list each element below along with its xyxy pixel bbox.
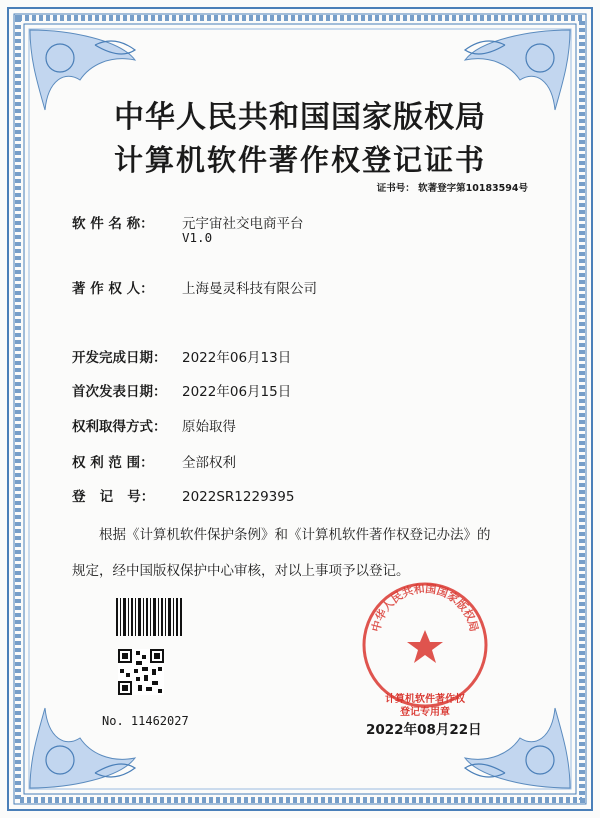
field-value: 元宇宙社交电商平台 xyxy=(182,216,304,232)
field-label: 首次发表日期： xyxy=(72,384,167,400)
certificate-number-label: 证书号： xyxy=(376,183,415,194)
field-acquisition-method xyxy=(72,415,236,435)
field-label: 著 作 权 人： xyxy=(72,281,154,297)
serial-number: No. 11462027 xyxy=(102,714,189,728)
field-publication-date xyxy=(72,380,291,400)
field-value: 2022SR1229395 xyxy=(182,489,295,505)
statement xyxy=(72,517,542,589)
field-label: 权 利 范 围： xyxy=(72,455,154,471)
certificate-number xyxy=(377,180,528,194)
field-value-version: V1.0 xyxy=(182,230,213,245)
issue-date: 2022年08月22日 xyxy=(366,722,482,738)
statement-line-2: 规定，经中国版权保护中心审核，对以上事项予以登记。 xyxy=(72,563,410,579)
certificate-number-value: 软著登字第10183594号 xyxy=(418,183,528,194)
field-completion-date xyxy=(72,346,291,366)
field-rights-scope xyxy=(72,451,236,471)
issuing-authority: 中华人民共和国国家版权局 xyxy=(114,100,486,135)
field-software-name xyxy=(72,212,304,232)
field-label: 软 件 名 称： xyxy=(72,216,154,232)
field-copyright-owner xyxy=(72,277,317,297)
field-label: 权利取得方式： xyxy=(72,419,167,435)
field-registration-number xyxy=(72,485,294,505)
field-value: 上海曼灵科技有限公司 xyxy=(182,281,317,297)
field-value: 全部权利 xyxy=(182,455,236,471)
document-title: 计算机软件著作权登记证书 xyxy=(113,143,486,177)
seal-text-line-1: 计算机软件著作权 xyxy=(385,694,465,705)
field-value: 2022年06月13日 xyxy=(182,350,292,366)
qr-code-image xyxy=(118,649,164,695)
barcode-image xyxy=(116,598,182,636)
field-software-version xyxy=(72,230,212,246)
field-value: 2022年06月15日 xyxy=(182,384,292,400)
field-value: 原始取得 xyxy=(182,419,236,435)
field-label: 登 记 号： xyxy=(72,489,155,505)
field-label: 开发完成日期： xyxy=(72,350,167,366)
statement-line-1: 根据《计算机软件保护条例》和《计算机软件著作权登记办法》的 xyxy=(99,527,491,543)
seal-text-line-2: 登记专用章 xyxy=(400,707,450,718)
svg-text:中华人民共和国国家版权局: 中华人民共和国国家版权局 xyxy=(369,582,481,634)
